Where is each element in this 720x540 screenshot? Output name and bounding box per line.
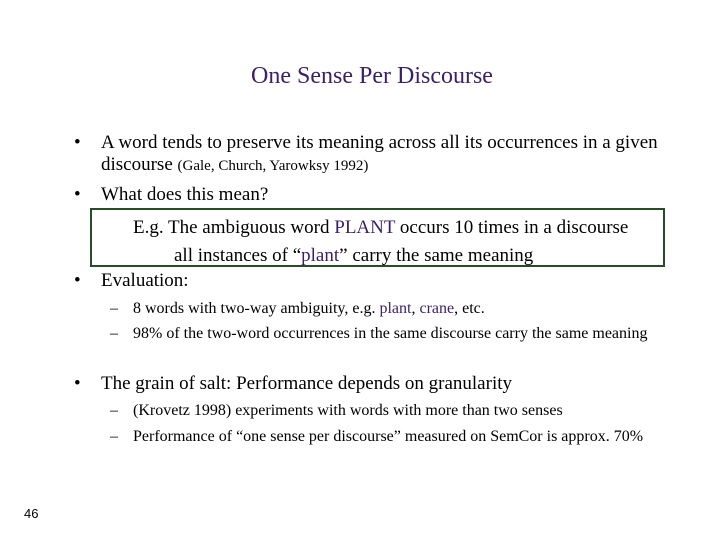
example-line-2 bbox=[174, 245, 533, 267]
bullet-glyph: • bbox=[74, 373, 81, 394]
bullet-text-3: Evaluation: bbox=[101, 270, 189, 291]
evaluation-item-1-sep: , bbox=[411, 300, 420, 317]
bullet-glyph: • bbox=[74, 184, 81, 205]
evaluation-item-2: 98% of the two-word occurrences in the same discourse carry the same meaning bbox=[133, 325, 648, 342]
dash-glyph: – bbox=[110, 325, 118, 342]
dash-glyph: – bbox=[110, 402, 118, 419]
evaluation-word-plant: plant bbox=[379, 300, 412, 317]
example-keyword-plant: PLANT bbox=[334, 217, 396, 238]
page-number: 46 bbox=[24, 506, 39, 521]
example-line-1-post: occurs 10 times in a discourse bbox=[395, 217, 629, 238]
granularity-item-2: Performance of “one sense per discourse” measured on SemCor is approx. 70% bbox=[133, 428, 644, 445]
bullet-glyph: • bbox=[74, 132, 81, 153]
granularity-item-1: (Krovetz 1998) experiments with words with more than two senses bbox=[133, 402, 563, 419]
dash-glyph: – bbox=[110, 300, 118, 317]
bullet-glyph: • bbox=[74, 270, 81, 291]
evaluation-item-1-pre: 8 words with two-way ambiguity, e.g. bbox=[133, 300, 380, 317]
bullet-text-4: The grain of salt: Performance depends on granularity bbox=[101, 373, 512, 394]
example-line-1-pre: E.g. The ambiguous word bbox=[133, 217, 335, 238]
example-line-2-pre: all instances of “ bbox=[174, 245, 302, 266]
evaluation-word-crane: crane bbox=[419, 300, 455, 317]
example-word-plant: plant bbox=[301, 245, 340, 266]
dash-glyph: – bbox=[110, 428, 118, 445]
evaluation-item-1-post: , etc. bbox=[454, 300, 485, 317]
bullet-text-1 bbox=[101, 132, 691, 177]
bullet-text-2: What does this mean? bbox=[101, 184, 269, 205]
evaluation-item-1 bbox=[133, 298, 693, 320]
bullet-1-text: A word tends to preserve its meaning across all its occurrences in a given discourse bbox=[101, 132, 658, 175]
slide-title: One Sense Per Discourse bbox=[251, 63, 493, 89]
example-line-1 bbox=[133, 217, 628, 239]
example-line-2-post: ” carry the same meaning bbox=[339, 245, 534, 266]
bullet-1-citation: (Gale, Church, Yarowksy 1992) bbox=[177, 158, 369, 174]
example-box bbox=[90, 208, 665, 267]
